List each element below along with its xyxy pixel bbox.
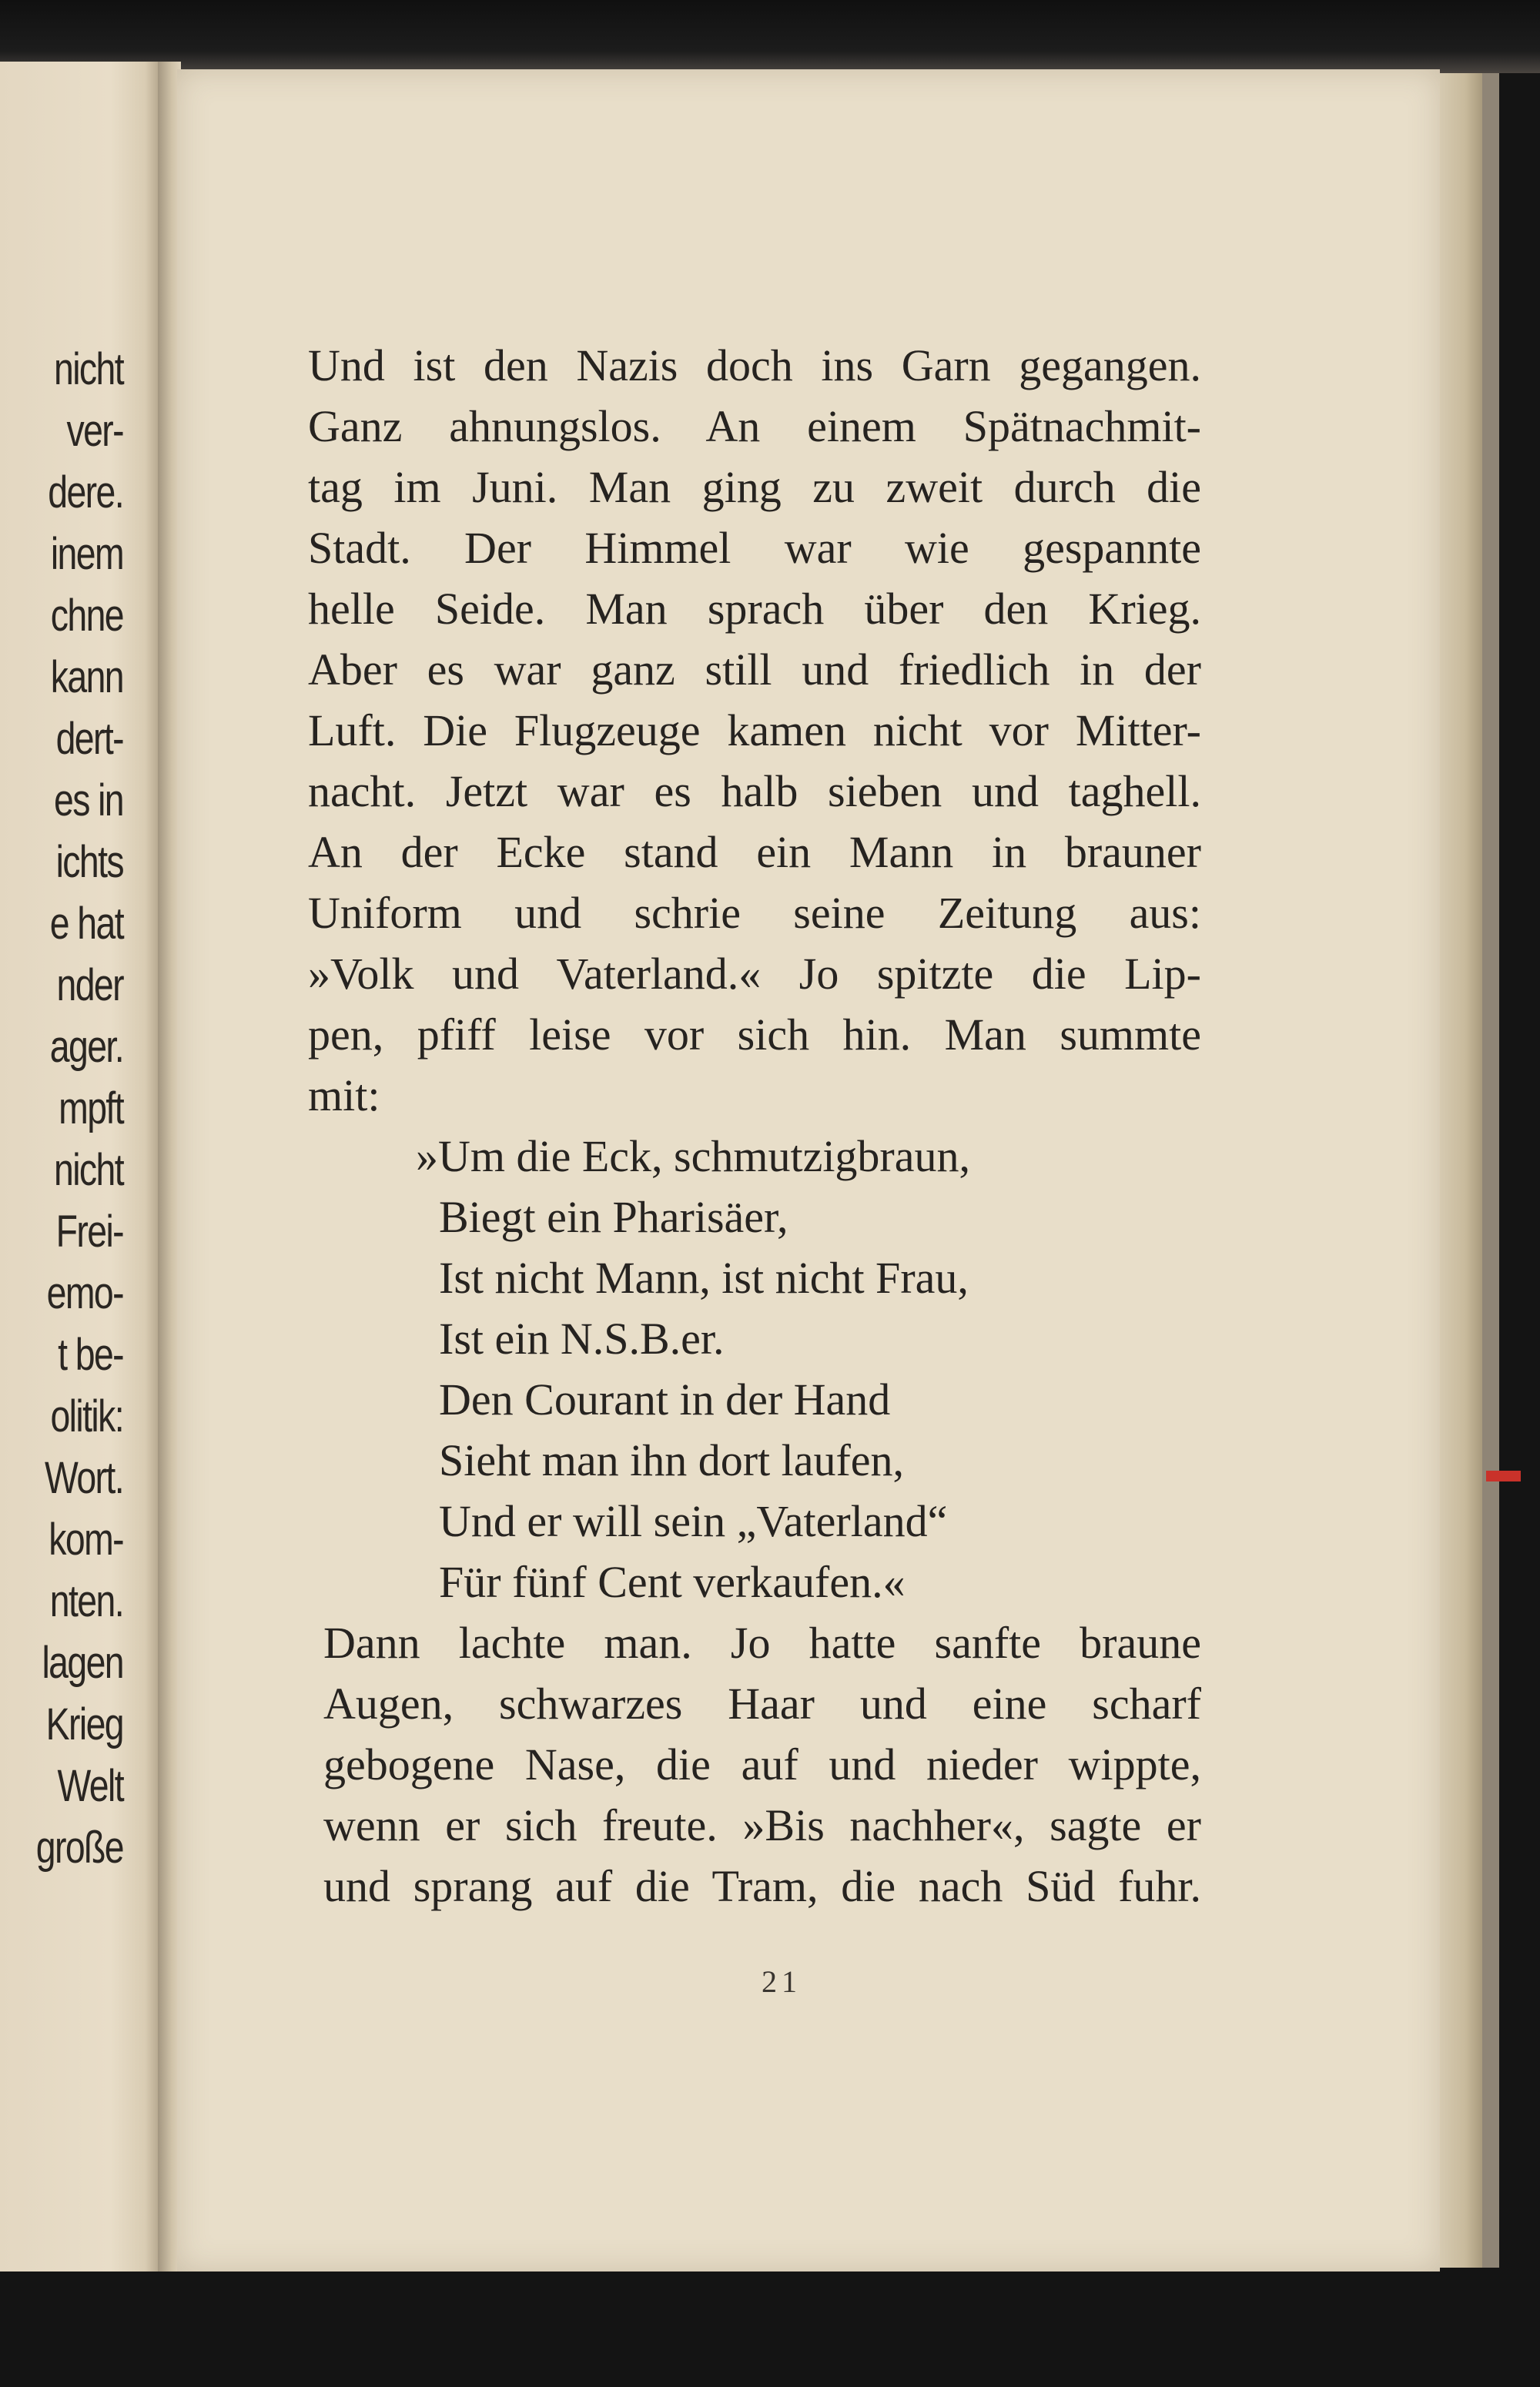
previous-page-line: Frei- xyxy=(55,1207,123,1257)
cover-edge xyxy=(1482,73,1499,2268)
paragraph-closing xyxy=(308,1612,1201,1917)
text-line: Stadt. Der Himmel war wie gespannte xyxy=(308,523,1201,573)
background-shadow xyxy=(0,0,1540,73)
previous-page-line: große xyxy=(35,1823,123,1873)
verse-line: Sieht man ihn dort laufen, xyxy=(439,1435,905,1485)
previous-page-line: nder xyxy=(56,960,123,1010)
previous-page-line: kann xyxy=(50,652,123,702)
previous-page-line: dert- xyxy=(55,714,123,764)
previous-page-line: nicht xyxy=(53,344,123,394)
text-line: Uniform und schrie seine Zeitung aus: xyxy=(308,888,1201,938)
previous-page-line: Welt xyxy=(57,1761,123,1811)
text-line: Und ist den Nazis doch ins Garn gegangen. xyxy=(308,340,1201,390)
verse-line: Und er will sein „Vaterland“ xyxy=(439,1496,948,1546)
text-line: Aber es war ganz still und friedlich in der xyxy=(308,644,1201,695)
page-number: 21 xyxy=(762,1964,802,1999)
verse-line: Den Courant in der Hand xyxy=(439,1374,891,1424)
song-verse xyxy=(308,1126,1201,1612)
previous-page-line: nten. xyxy=(49,1576,123,1626)
verse-line: Für fünf Cent verkaufen.« xyxy=(439,1557,906,1607)
previous-page-line: t be- xyxy=(58,1330,123,1380)
verse-line: Ist nicht Mann, ist nicht Frau, xyxy=(439,1253,969,1303)
previous-page-line: olitik: xyxy=(50,1391,123,1441)
text-line: gebogene Nase, die auf und nieder wippte, xyxy=(323,1739,1201,1789)
previous-page-line: emo- xyxy=(46,1268,123,1318)
previous-page-edge xyxy=(0,62,158,2272)
text-line: tag im Juni. Man ging zu zweit durch die xyxy=(308,462,1201,512)
text-line: Ganz ahnungslos. An einem Spätnachmit- xyxy=(308,401,1201,451)
previous-page-line: ver- xyxy=(66,406,123,456)
text-line: wenn er sich freute. »Bis nachher«, sagte er xyxy=(323,1800,1201,1850)
text-line: helle Seide. Man sprach über den Krieg. xyxy=(308,584,1201,634)
previous-page-line: es in xyxy=(53,775,123,825)
verse-line: Ist ein N.S.B.er. xyxy=(439,1314,725,1364)
text-line: Dann lachte man. Jo hatte sanfte braune xyxy=(323,1618,1201,1668)
previous-page-line: mpft xyxy=(59,1083,123,1133)
text-line: mit: xyxy=(308,1070,380,1120)
page-text xyxy=(308,335,1201,1917)
previous-page-line: inem xyxy=(50,529,123,579)
previous-page-line: e hat xyxy=(49,899,123,949)
verse-line: »Um die Eck, schmutzigbraun, xyxy=(416,1131,970,1181)
text-line: pen, pfiff leise vor sich hin. Man summte xyxy=(308,1009,1201,1060)
previous-page-line: nicht xyxy=(53,1145,123,1195)
previous-page-line: kom- xyxy=(49,1515,123,1565)
previous-page-line: Krieg xyxy=(45,1699,123,1749)
previous-page-line: lagen xyxy=(42,1638,123,1688)
bookmark-ribbon xyxy=(1486,1471,1521,1481)
text-line: Luft. Die Flugzeuge kamen nicht vor Mitter- xyxy=(308,705,1201,755)
previous-page-line: ichts xyxy=(55,837,123,887)
page-stack-edge xyxy=(1440,73,1482,2268)
previous-page-line: Wort. xyxy=(45,1453,123,1503)
text-line: nacht. Jetzt war es halb sieben und taghell. xyxy=(308,766,1201,816)
previous-page-line: dere. xyxy=(48,467,123,517)
verse-line: Biegt ein Pharisäer, xyxy=(439,1192,788,1242)
previous-page-text xyxy=(0,339,154,1879)
text-line: An der Ecke stand ein Mann in brauner xyxy=(308,827,1201,877)
text-line: »Volk und Vaterland.« Jo spitzte die Lip- xyxy=(308,949,1201,999)
text-line: und sprang auf die Tram, die nach Süd fuhr. xyxy=(323,1861,1201,1911)
paragraph-opening xyxy=(308,335,1201,1126)
previous-page-line: ager. xyxy=(49,1022,123,1072)
text-line: Augen, schwarzes Haar und eine scharf xyxy=(323,1679,1201,1729)
previous-page-line: chne xyxy=(50,591,123,641)
